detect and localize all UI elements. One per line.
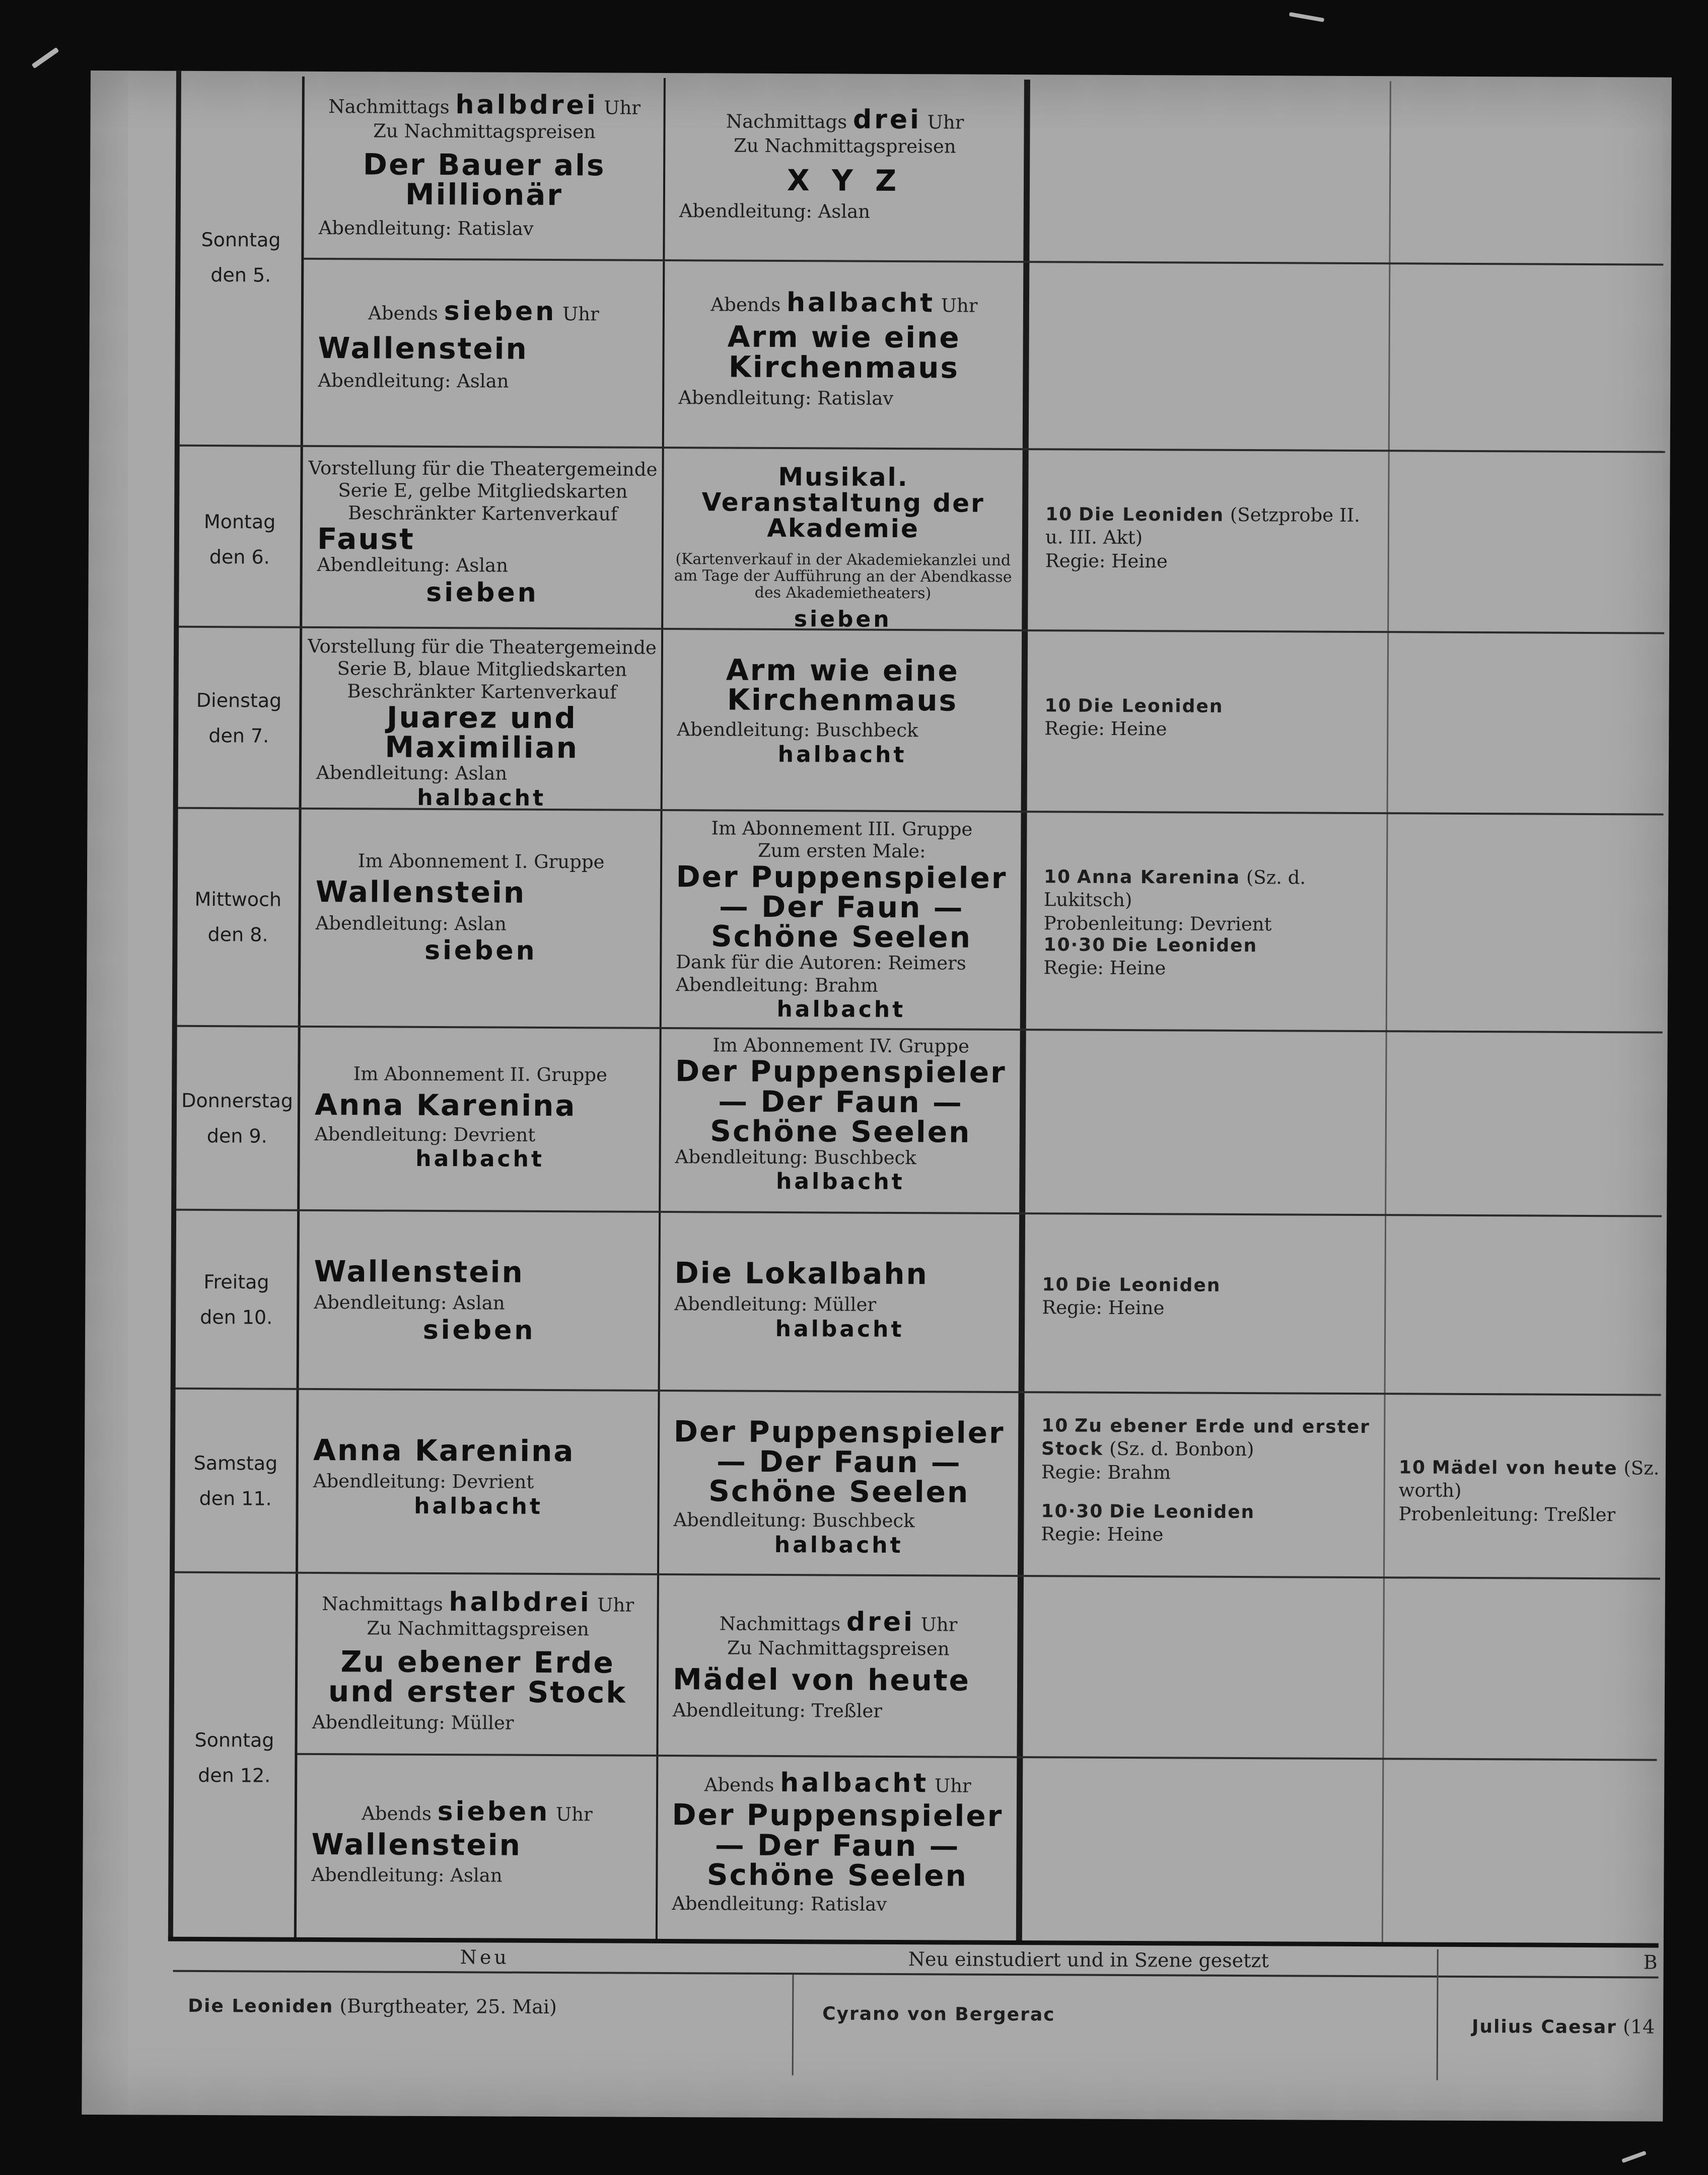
col1-sun5-evening [306,260,662,447]
col2-wed8 [664,811,1020,1029]
day-date: den 6. [209,546,270,568]
footer-item-cyrano: Cyrano von Bergerac [822,2003,1055,2025]
footer-heading-new: Neu [460,1946,510,1969]
day-label-mon6 [179,504,301,575]
evening-director: Abendleitung: Aslan [318,369,509,392]
day-label-fri10 [176,1264,297,1335]
play-title: Der Bauer als Millionär [363,147,606,212]
col1-sat11 [301,1390,657,1573]
price-note: Zu Nachmittagspreisen [727,1637,950,1660]
play-title: Wallenstein [315,875,526,910]
event-title: Musikal. Veranstaltung der Akademie [701,462,985,544]
play-title: Die Lokalbahn [674,1256,929,1291]
day-label-thu9 [177,1083,298,1154]
info-line: Beschränkter Kartenverkauf [347,680,617,703]
director-line: Regie: Heine [1042,1296,1165,1319]
day-date: den 12. [198,1764,271,1787]
performance-time-line: Abends sieben Uhr [368,296,599,327]
day-name: Mittwoch [194,888,282,911]
director-line: Regie: Brahm [1041,1461,1171,1483]
play-title: Arm wie eine Kirchenmaus [727,319,961,385]
play-title: Der Puppenspieler — Der Faun — Schöne Seelen [672,1797,1004,1893]
footer-heading-restaged: Neu einstudiert und in Szene gesetzt [908,1948,1269,1972]
rehearsal-line: 10 Die Leoniden (Setzprobe II. u. III. Akt) [1045,503,1360,549]
day-label-wed8 [177,882,299,953]
film-scratch [1289,12,1324,22]
director-line: Regie: Heine [1043,957,1166,979]
footer-item-leoniden: Die Leoniden (Burgtheater, 25. Mai) [188,1995,557,2018]
start-time: halbacht [414,1493,543,1519]
evening-director: Abendleitung: Aslan [315,912,507,935]
start-time: halbacht [774,1532,903,1558]
footer-head-rule [173,1970,1659,1979]
col1-fri10 [302,1211,658,1390]
day-name: Sonntag [201,228,281,251]
rehearsal-line: 10 Anna Karenina (Sz. d. Lukitsch) [1043,866,1306,911]
start-time: sieben [426,577,539,608]
footer-item-caesar: Julius Caesar (14 [1471,2015,1655,2038]
day-date: den 8. [207,923,268,946]
evening-director: Abendleitung: Ratislav [678,386,894,409]
performance-time-line: Nachmittags halbdrei Uhr [328,90,641,121]
play-title: Mädel von heute [672,1661,971,1698]
col3-wed8-rehearsal-a [1044,865,1377,936]
rehearsal-line: 10·30 Die Leoniden [1043,934,1258,957]
director-line: Probenleitung: Treßler [1398,1502,1616,1526]
col1-mon6 [305,447,661,628]
performance-time-line: Abends halbacht Uhr [710,287,978,319]
col3-tue7-rehearsal [1044,694,1377,742]
start-time: halbacht [775,1316,904,1342]
col4-sat11-rehearsal [1398,1456,1661,1527]
start-time: halbacht [415,1145,545,1172]
film-scratch [1621,2151,1647,2163]
day-name: Freitag [203,1271,269,1293]
evening-director: Abendleitung: Müller [312,1711,514,1734]
film-scratch [32,47,59,69]
evening-director: Abendleitung: Buschbeck [677,718,918,742]
footer-heading-b: B [1643,1951,1658,1974]
play-title: Wallenstein [311,1827,522,1863]
col3-sat11-rehearsal-a [1041,1414,1374,1485]
col2-sat11 [661,1392,1017,1575]
price-note: Zu Nachmittagspreisen [373,120,596,143]
footer-divider-1 [792,1975,794,2075]
col1-wed8 [303,810,659,1027]
day-name: Montag [203,510,276,533]
director-line: Regie: Heine [1041,1523,1164,1546]
rehearsal-line: 10 Die Leoniden [1042,1274,1221,1296]
col1-sun12-matinee [300,1574,656,1755]
divider-col3-col4 [1382,81,1391,1944]
evening-director: Abendleitung: Aslan [317,554,509,576]
evening-director: Abendleitung: Aslan [316,762,508,785]
evening-director: Abendleitung: Treßler [672,1699,883,1722]
info-line: Serie E, gelbe Mitgliedskarten [338,479,628,503]
schedule-sheet [82,70,1672,2122]
day-name: Samstag [193,1452,278,1475]
start-time: halbacht [776,996,906,1023]
evening-director: Abendleitung: Aslan [679,200,871,223]
col2-tue7 [665,630,1021,811]
ticket-note: (Kartenverkauf in der Akademiekanzlei und am Tage der Aufführung an der Abendkasse des Akademietheaters) [674,550,1012,603]
play-title: Der Puppenspieler — Der Faun — Schöne Seelen [673,1414,1005,1509]
evening-director: Abendleitung: Devrient [313,1470,534,1493]
rehearsal-line: 10 Die Leoniden [1044,695,1224,717]
col2-sun12-evening [660,1757,1016,1940]
day-name: Sonntag [194,1728,274,1752]
info-line: Serie B, blaue Mitgliedskarten [337,658,627,681]
day-label-tue7 [178,683,300,754]
day-date: den 10. [200,1306,273,1329]
evening-director: Abendleitung: Buschbeck [675,1145,916,1169]
price-note: Zu Nachmittagspreisen [734,134,956,158]
start-time: halbacht [417,784,546,811]
col1-tue7 [304,628,660,809]
evening-director: Abendleitung: Aslan [311,1863,503,1887]
col2-fri10 [662,1213,1018,1391]
evening-director: Abendleitung: Aslan [314,1291,505,1314]
play-title: Wallenstein [318,331,528,367]
evening-director: Abendleitung: Brahm [675,973,878,996]
day-date: den 11. [199,1487,272,1510]
play-title: Juarez und Maximilian [385,700,579,765]
rehearsal-line: 10·30 Die Leoniden [1041,1501,1255,1523]
evening-director: Abendleitung: Buschbeck [673,1509,915,1532]
play-title: Arm wie eine Kirchenmaus [726,652,959,718]
performance-time-line: Abends sieben Uhr [361,1796,593,1828]
performance-time-line: Nachmittags halbdrei Uhr [322,1587,634,1618]
rehearsal-line: 10 Zu ebener Erde und erster Stock (Sz. d. Bonbon) [1041,1415,1371,1461]
day-date: den 5. [210,264,271,286]
performance-time-line: Nachmittags drei Uhr [726,104,964,135]
info-line: Vorstellung für die Theatergemeinde [308,635,657,659]
evening-director: Abendleitung: Ratislav [318,217,534,240]
col1-sun5-matinee [306,77,662,259]
start-time: sieben [794,606,892,632]
col2-sun5-matinee [667,78,1023,261]
play-title: Faust [317,522,415,556]
day-label-sun5 [180,222,302,293]
info-line: Im Abonnement III. Gruppe [711,817,973,840]
evening-director: Abendleitung: Devrient [314,1123,536,1146]
director-line: Regie: Heine [1044,717,1167,740]
play-title: Wallenstein [314,1254,524,1289]
day-label-sun12 [174,1722,295,1793]
day-date: den 7. [208,724,269,747]
col1-thu9 [302,1028,658,1211]
start-time: halbacht [777,741,907,768]
info-line: Zum ersten Male: [757,840,926,862]
play-title: Anna Karenina [314,1088,577,1123]
footer-divider-2 [1437,1949,1439,2080]
col2-thu9 [663,1029,1019,1212]
col1-sun12-evening [299,1755,655,1939]
play-title: Zu ebener Erde und erster Stock [328,1644,627,1710]
border-left-line [168,71,181,1939]
play-title: Anna Karenina [313,1432,575,1469]
day-name: Donnerstag [181,1089,294,1112]
info-line: Im Abonnement I. Gruppe [358,850,605,873]
price-note: Zu Nachmittagspreisen [367,1617,589,1640]
col3-sat11-rehearsal-b [1041,1499,1373,1547]
start-time: sieben [422,1315,536,1346]
col2-mon6 [665,449,1021,632]
director-line: Probenleitung: Devrient [1043,912,1272,935]
col3-mon6-rehearsal [1045,502,1378,574]
play-title: Der Puppenspieler — Der Faun — Schöne Seelen [676,859,1008,955]
performance-time-line: Abends halbacht Uhr [704,1768,971,1799]
play-title: Der Puppenspieler — Der Faun — Schöne Seelen [675,1054,1007,1149]
author-credit: Dank für die Autoren: Reimers [676,951,966,974]
evening-director: Abendleitung: Müller [674,1293,877,1316]
col3-wed8-rehearsal-b [1043,933,1376,981]
rehearsal-line: 10 Mädel von heute (Sz. worth) [1398,1457,1660,1502]
performance-time-line: Nachmittags drei Uhr [719,1607,958,1638]
col3-fri10-rehearsal [1042,1273,1374,1321]
info-line: Beschränkter Kartenverkauf [347,502,618,525]
day-date: den 9. [206,1125,267,1147]
director-line: Regie: Heine [1045,549,1168,572]
col2-sun5-evening [666,261,1022,448]
day-label-sat11 [175,1445,296,1516]
evening-director: Abendleitung: Ratislav [672,1892,887,1915]
start-time: halbacht [775,1169,905,1195]
col2-sun12-matinee [660,1575,1016,1756]
info-line: Im Abonnement IV. Gruppe [713,1034,970,1057]
day-name: Dienstag [196,689,282,712]
info-line: Vorstellung für die Theatergemeinde [308,457,658,480]
info-line: Im Abonnement II. Gruppe [353,1063,608,1086]
start-time: sieben [424,935,537,966]
play-title: X Y Z [787,163,903,198]
